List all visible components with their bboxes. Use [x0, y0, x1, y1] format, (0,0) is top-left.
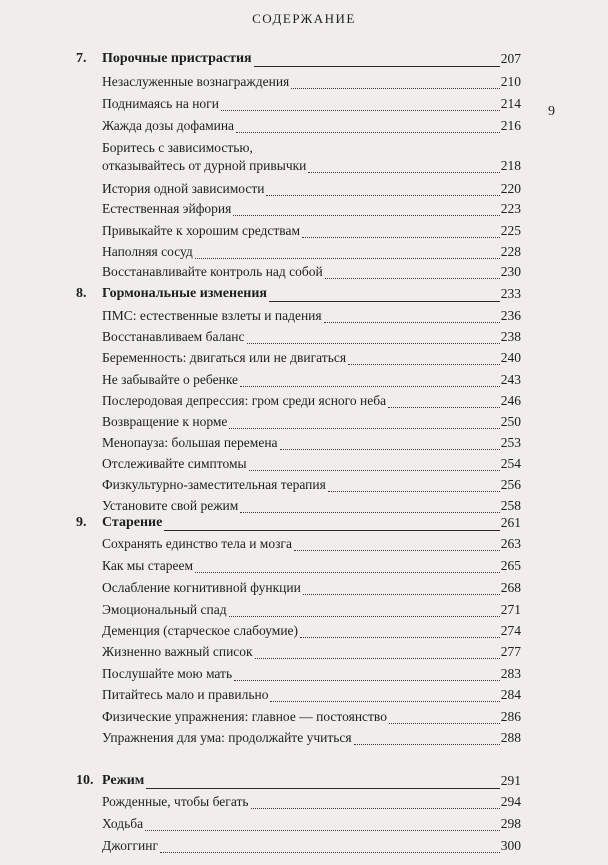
toc-item: [0, 392, 608, 412]
toc-item: [0, 837, 608, 857]
page-ref: 243: [500, 372, 521, 387]
page-ref: 236: [500, 308, 521, 323]
page-ref: 216: [500, 118, 521, 133]
item-title: Не забывайте о ребенке: [102, 372, 239, 387]
page-ref: 256: [500, 477, 521, 492]
toc-item: [0, 434, 608, 454]
item-title: История одной зависимости: [102, 181, 265, 196]
toc-item: [0, 243, 608, 263]
page-ref: 253: [500, 435, 521, 450]
dot-leader: [291, 88, 499, 89]
item-title: Естественная эйфория: [102, 201, 232, 216]
item-title: Ходьба: [102, 816, 144, 831]
item-title: Как мы стареем: [102, 558, 194, 573]
page-ref: 284: [500, 687, 521, 702]
dot-leader: [229, 616, 500, 617]
dot-leader: [324, 322, 500, 323]
toc-item: [0, 140, 608, 177]
page-ref: 210: [500, 74, 521, 89]
toc-item: [0, 601, 608, 621]
item-title: Наполняя сосуд: [102, 244, 193, 259]
dot-leader: [251, 808, 500, 809]
item-title: Ослабление когнитивной функции: [102, 580, 301, 595]
toc-item: [0, 73, 608, 93]
item-title: Менопауза: большая перемена: [102, 435, 278, 450]
page-ref: 233: [500, 286, 521, 301]
page-ref: 265: [500, 558, 521, 573]
toc-chapter: [0, 514, 608, 534]
toc-item: [0, 413, 608, 433]
toc-item: [0, 200, 608, 220]
chapter-number: 8.: [76, 286, 87, 301]
dot-leader: [240, 512, 499, 513]
item-title: ПМС: естественные взлеты и падения: [102, 308, 322, 323]
dot-leader: [236, 132, 500, 133]
dot-leader: [160, 852, 500, 853]
dot-leader: [195, 258, 500, 259]
page-ref: 246: [500, 393, 521, 408]
toc-item: [0, 222, 608, 242]
dot-leader: [221, 110, 500, 111]
chapter-title: [76, 772, 144, 790]
page-ref: 218: [500, 158, 521, 173]
toc-item: [0, 557, 608, 577]
dot-leader: [389, 723, 500, 724]
toc-item: [0, 307, 608, 327]
item-title: Послеродовая депрессия: гром среди ясного неба: [102, 393, 387, 408]
page-ref: 271: [500, 602, 521, 617]
dot-leader: [195, 572, 500, 573]
page-ref: 274: [500, 623, 521, 638]
dot-leader: [229, 428, 499, 429]
item-title: Упражнения для ума: продолжайте учиться: [102, 730, 352, 745]
page-ref: 286: [500, 709, 521, 724]
item-title: Беременность: двигаться или не двигаться: [102, 350, 347, 365]
item-title: Жизненно важный список: [102, 644, 253, 659]
dot-leader: [247, 343, 500, 344]
item-title: Эмоциональный спад: [102, 602, 227, 617]
toc-item: [0, 686, 608, 706]
item-title: Привыкайте к хорошим средствам: [102, 223, 301, 238]
toc-item: [0, 180, 608, 200]
toc-item: [0, 455, 608, 475]
dot-leader: [325, 278, 500, 279]
item-title: Восстанавливайте контроль над собой: [102, 264, 323, 279]
page-ref: 238: [500, 329, 521, 344]
toc-chapter: [0, 772, 608, 792]
toc-item: [0, 371, 608, 391]
item-title: Питайтесь мало и правильно: [102, 687, 269, 702]
dot-leader: [388, 407, 500, 408]
dot-leader: [300, 637, 500, 638]
page-ref: 283: [500, 666, 521, 681]
item-title-line1: Боритесь с зависимостью,: [102, 140, 253, 155]
dot-leader: [348, 364, 500, 365]
toc-item: [0, 117, 608, 137]
item-title: Возвращение к норме: [102, 414, 228, 429]
page-ref: 240: [500, 350, 521, 365]
page-ref: 230: [500, 264, 521, 279]
page-ref: 214: [500, 96, 521, 111]
dot-leader: [354, 744, 500, 745]
dot-leader: [234, 680, 500, 681]
page-ref: 258: [500, 498, 521, 513]
item-title: отказывайтесь от дурной привычки: [102, 158, 307, 173]
dot-leader: [254, 66, 500, 67]
item-title: Отслеживайте симптомы: [102, 456, 247, 471]
item-title: Рожденные, чтобы бегать: [102, 794, 249, 809]
page-ref: 294: [500, 794, 521, 809]
page-ref: 225: [500, 223, 521, 238]
toc-item: [0, 729, 608, 749]
toc-item: [0, 328, 608, 348]
page-ref: 207: [500, 51, 521, 66]
toc-item: [0, 793, 608, 813]
dot-leader: [255, 658, 500, 659]
toc-item: [0, 263, 608, 283]
dot-leader: [164, 530, 499, 531]
item-title: Восстанавливаем баланс: [102, 329, 245, 344]
item-title: Сохранять единство тела и мозга: [102, 536, 292, 551]
chapter-title: [76, 50, 252, 68]
toc-item: [0, 622, 608, 642]
dot-leader: [146, 788, 499, 789]
toc-chapter: [0, 50, 608, 70]
page-ref: 288: [500, 730, 521, 745]
page-ref: 298: [500, 816, 521, 831]
dot-leader: [302, 237, 500, 238]
dot-leader: [249, 470, 500, 471]
dot-leader: [280, 449, 500, 450]
toc-item: [0, 708, 608, 728]
dot-leader: [240, 386, 500, 387]
item-title: Жажда дозы дофамина: [102, 118, 235, 133]
dot-leader: [145, 830, 500, 831]
page-ref: 228: [500, 244, 521, 259]
page-number: 9: [548, 104, 555, 119]
toc-item: [0, 95, 608, 115]
page-ref: 220: [500, 181, 521, 196]
page-ref: 250: [500, 414, 521, 429]
page-ref: 277: [500, 644, 521, 659]
item-title: Физкультурно-заместительная терапия: [102, 477, 326, 492]
chapter-number: 10.: [76, 773, 94, 788]
item-title: Установите свой режим: [102, 498, 239, 513]
toc-item: [0, 476, 608, 496]
page-ref: 300: [500, 838, 521, 853]
dot-leader: [328, 491, 500, 492]
dot-leader: [269, 301, 500, 302]
page-ref: 223: [500, 201, 521, 216]
chapter-number: 7.: [76, 51, 87, 66]
item-title: Физические упражнения: главное — постоянство: [102, 709, 387, 724]
chapter-title-text: Старение: [102, 515, 163, 530]
page-ref: 263: [500, 536, 521, 551]
item-title: Поднимаясь на ноги: [102, 96, 219, 111]
page-ref: 291: [500, 773, 521, 788]
page-header: СОДЕРЖАНИЕ: [252, 11, 356, 26]
toc-item: [0, 643, 608, 663]
toc-item: [0, 535, 608, 555]
chapter-title: [76, 285, 267, 303]
chapter-title-text: Порочные пристрастия: [102, 51, 252, 66]
chapter-title-text: Гормональные изменения: [102, 286, 267, 301]
page-ref: 268: [500, 580, 521, 595]
chapter-number: 9.: [76, 515, 87, 530]
page-ref: 254: [500, 456, 521, 471]
dot-leader: [308, 172, 499, 173]
dot-leader: [303, 594, 500, 595]
page-ref: 261: [500, 515, 521, 530]
dot-leader: [266, 195, 499, 196]
item-title: Послушайте мою мать: [102, 666, 233, 681]
chapter-title: [76, 514, 162, 532]
item-title: Джоггинг: [102, 838, 159, 853]
chapter-title-text: Режим: [102, 773, 145, 788]
toc-item: [0, 349, 608, 369]
dot-leader: [294, 550, 500, 551]
item-title: Незаслуженные вознаграждения: [102, 74, 290, 89]
toc-item: [0, 665, 608, 685]
toc-item: [0, 579, 608, 599]
dot-leader: [270, 701, 499, 702]
item-title: Деменция (старческое слабоумие): [102, 623, 299, 638]
dot-leader: [233, 215, 499, 216]
toc-chapter: [0, 285, 608, 305]
toc-item: [0, 815, 608, 835]
